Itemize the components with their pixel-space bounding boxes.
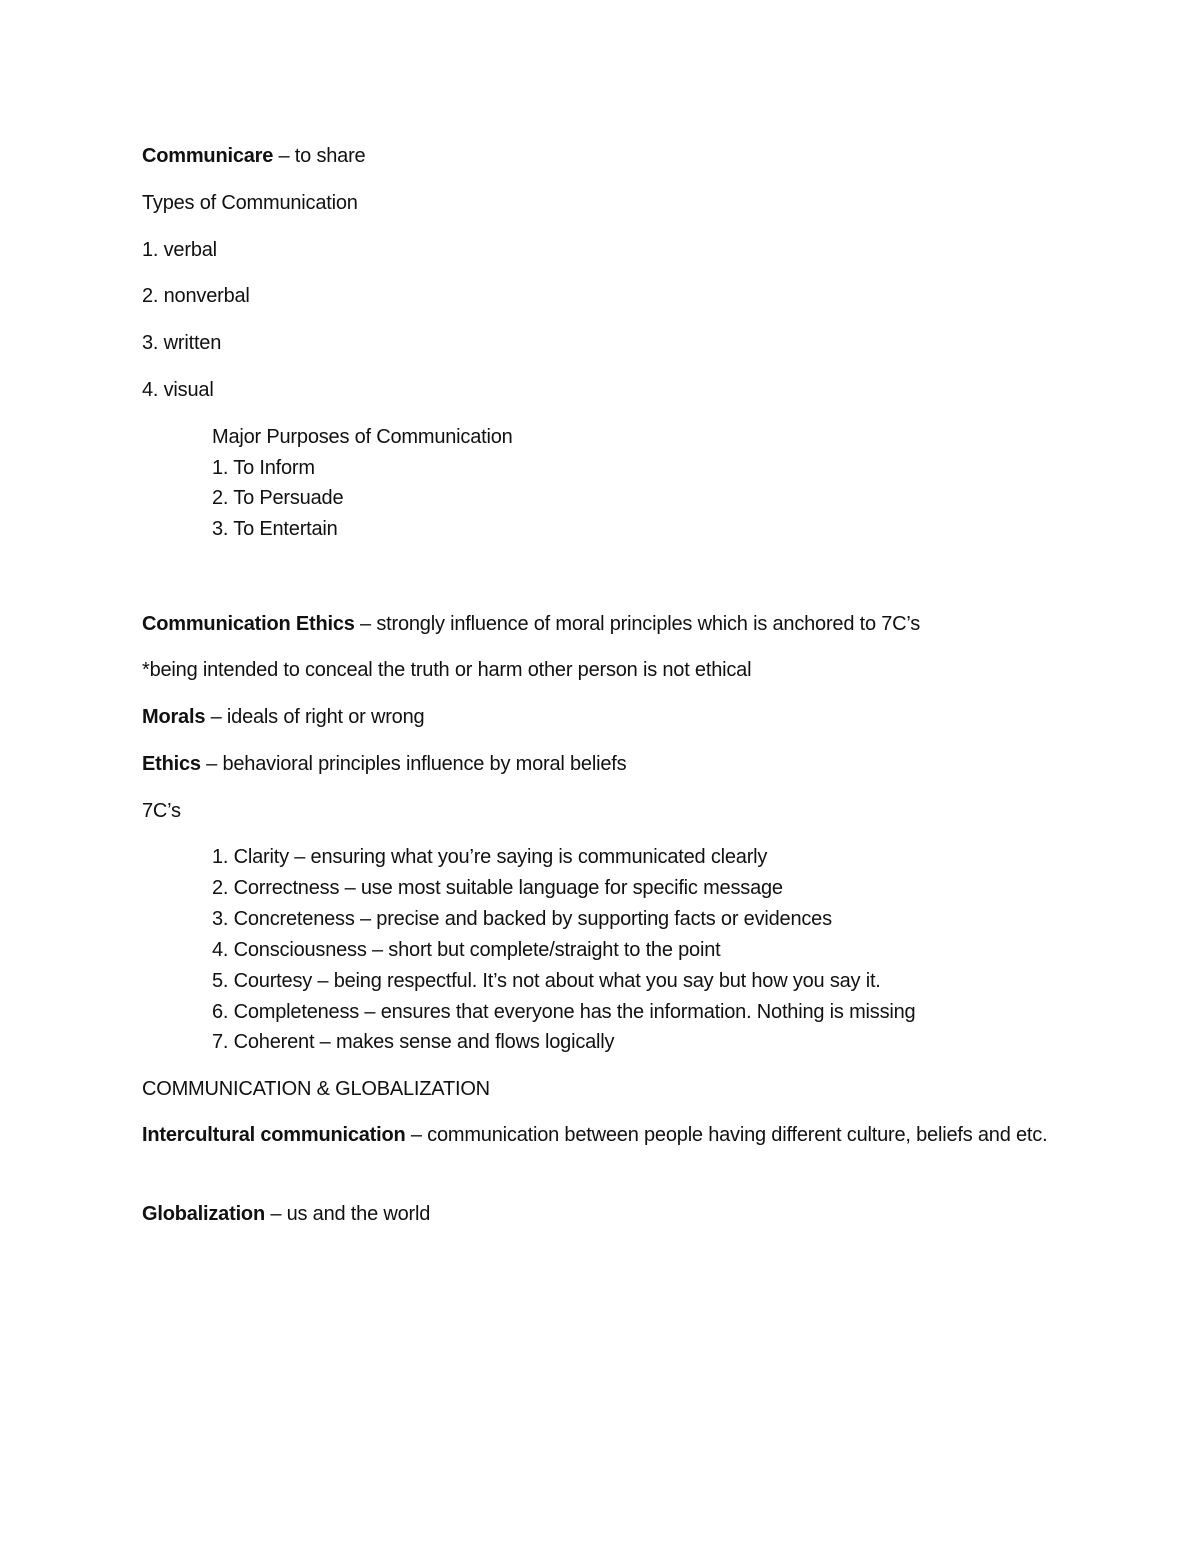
purposes-heading: Major Purposes of Communication [212,426,513,448]
term-ethics: Ethics [142,753,201,775]
ethics-note: *being intended to conceal the truth or harm other person is not ethical [142,659,752,681]
definition-communication-ethics: – strongly influence of moral principles which is anchored to 7C’s [354,613,921,635]
sevencs-item: 3. Concreteness – precise and backed by supporting facts or evidences [212,908,832,930]
definition-ethics: – behavioral principles influence by moral beliefs [200,753,627,775]
communication-ethics-definition [142,612,920,636]
type-item: 1. verbal [142,239,217,261]
globalization-definition [142,1202,430,1226]
ethics-definition [142,752,626,776]
term-intercultural-communication: Intercultural communication [142,1124,406,1146]
definition-morals: – ideals of right or wrong [205,706,425,728]
sevencs-item: 2. Correctness – use most suitable language for specific message [212,877,783,899]
term-communicare: Communicare [142,145,274,167]
term-morals: Morals [142,706,206,728]
type-item: 3. written [142,332,222,354]
intercultural-definition [142,1120,1072,1151]
sevencs-item: 7. Coherent – makes sense and flows logically [212,1031,615,1053]
term-communication-ethics: Communication Ethics [142,613,355,635]
sevencs-item: 1. Clarity – ensuring what you’re saying is communicated clearly [212,846,768,868]
definition-intercultural-communication: – communication between people having different culture, beliefs and etc. [405,1124,1048,1146]
purpose-item: 3. To Entertain [212,518,338,540]
definition-communicare: – to share [273,145,366,167]
term-globalization: Globalization [142,1203,265,1225]
type-item: 2. nonverbal [142,285,250,307]
communicare-definition [142,144,365,168]
purpose-item: 1. To Inform [212,457,315,479]
sevencs-item: 6. Completeness – ensures that everyone has the information. Nothing is missing [212,1001,916,1023]
sevencs-item: 5. Courtesy – being respectful. It’s not about what you say but how you say it. [212,970,881,992]
definition-globalization: – us and the world [264,1203,431,1225]
purpose-item: 2. To Persuade [212,487,344,509]
globalization-heading: COMMUNICATION & GLOBALIZATION [142,1078,490,1100]
morals-definition [142,705,424,729]
sevencs-heading: 7C’s [142,800,181,822]
sevencs-item: 4. Consciousness – short but complete/straight to the point [212,939,721,961]
types-heading: Types of Communication [142,192,358,214]
type-item: 4. visual [142,379,214,401]
